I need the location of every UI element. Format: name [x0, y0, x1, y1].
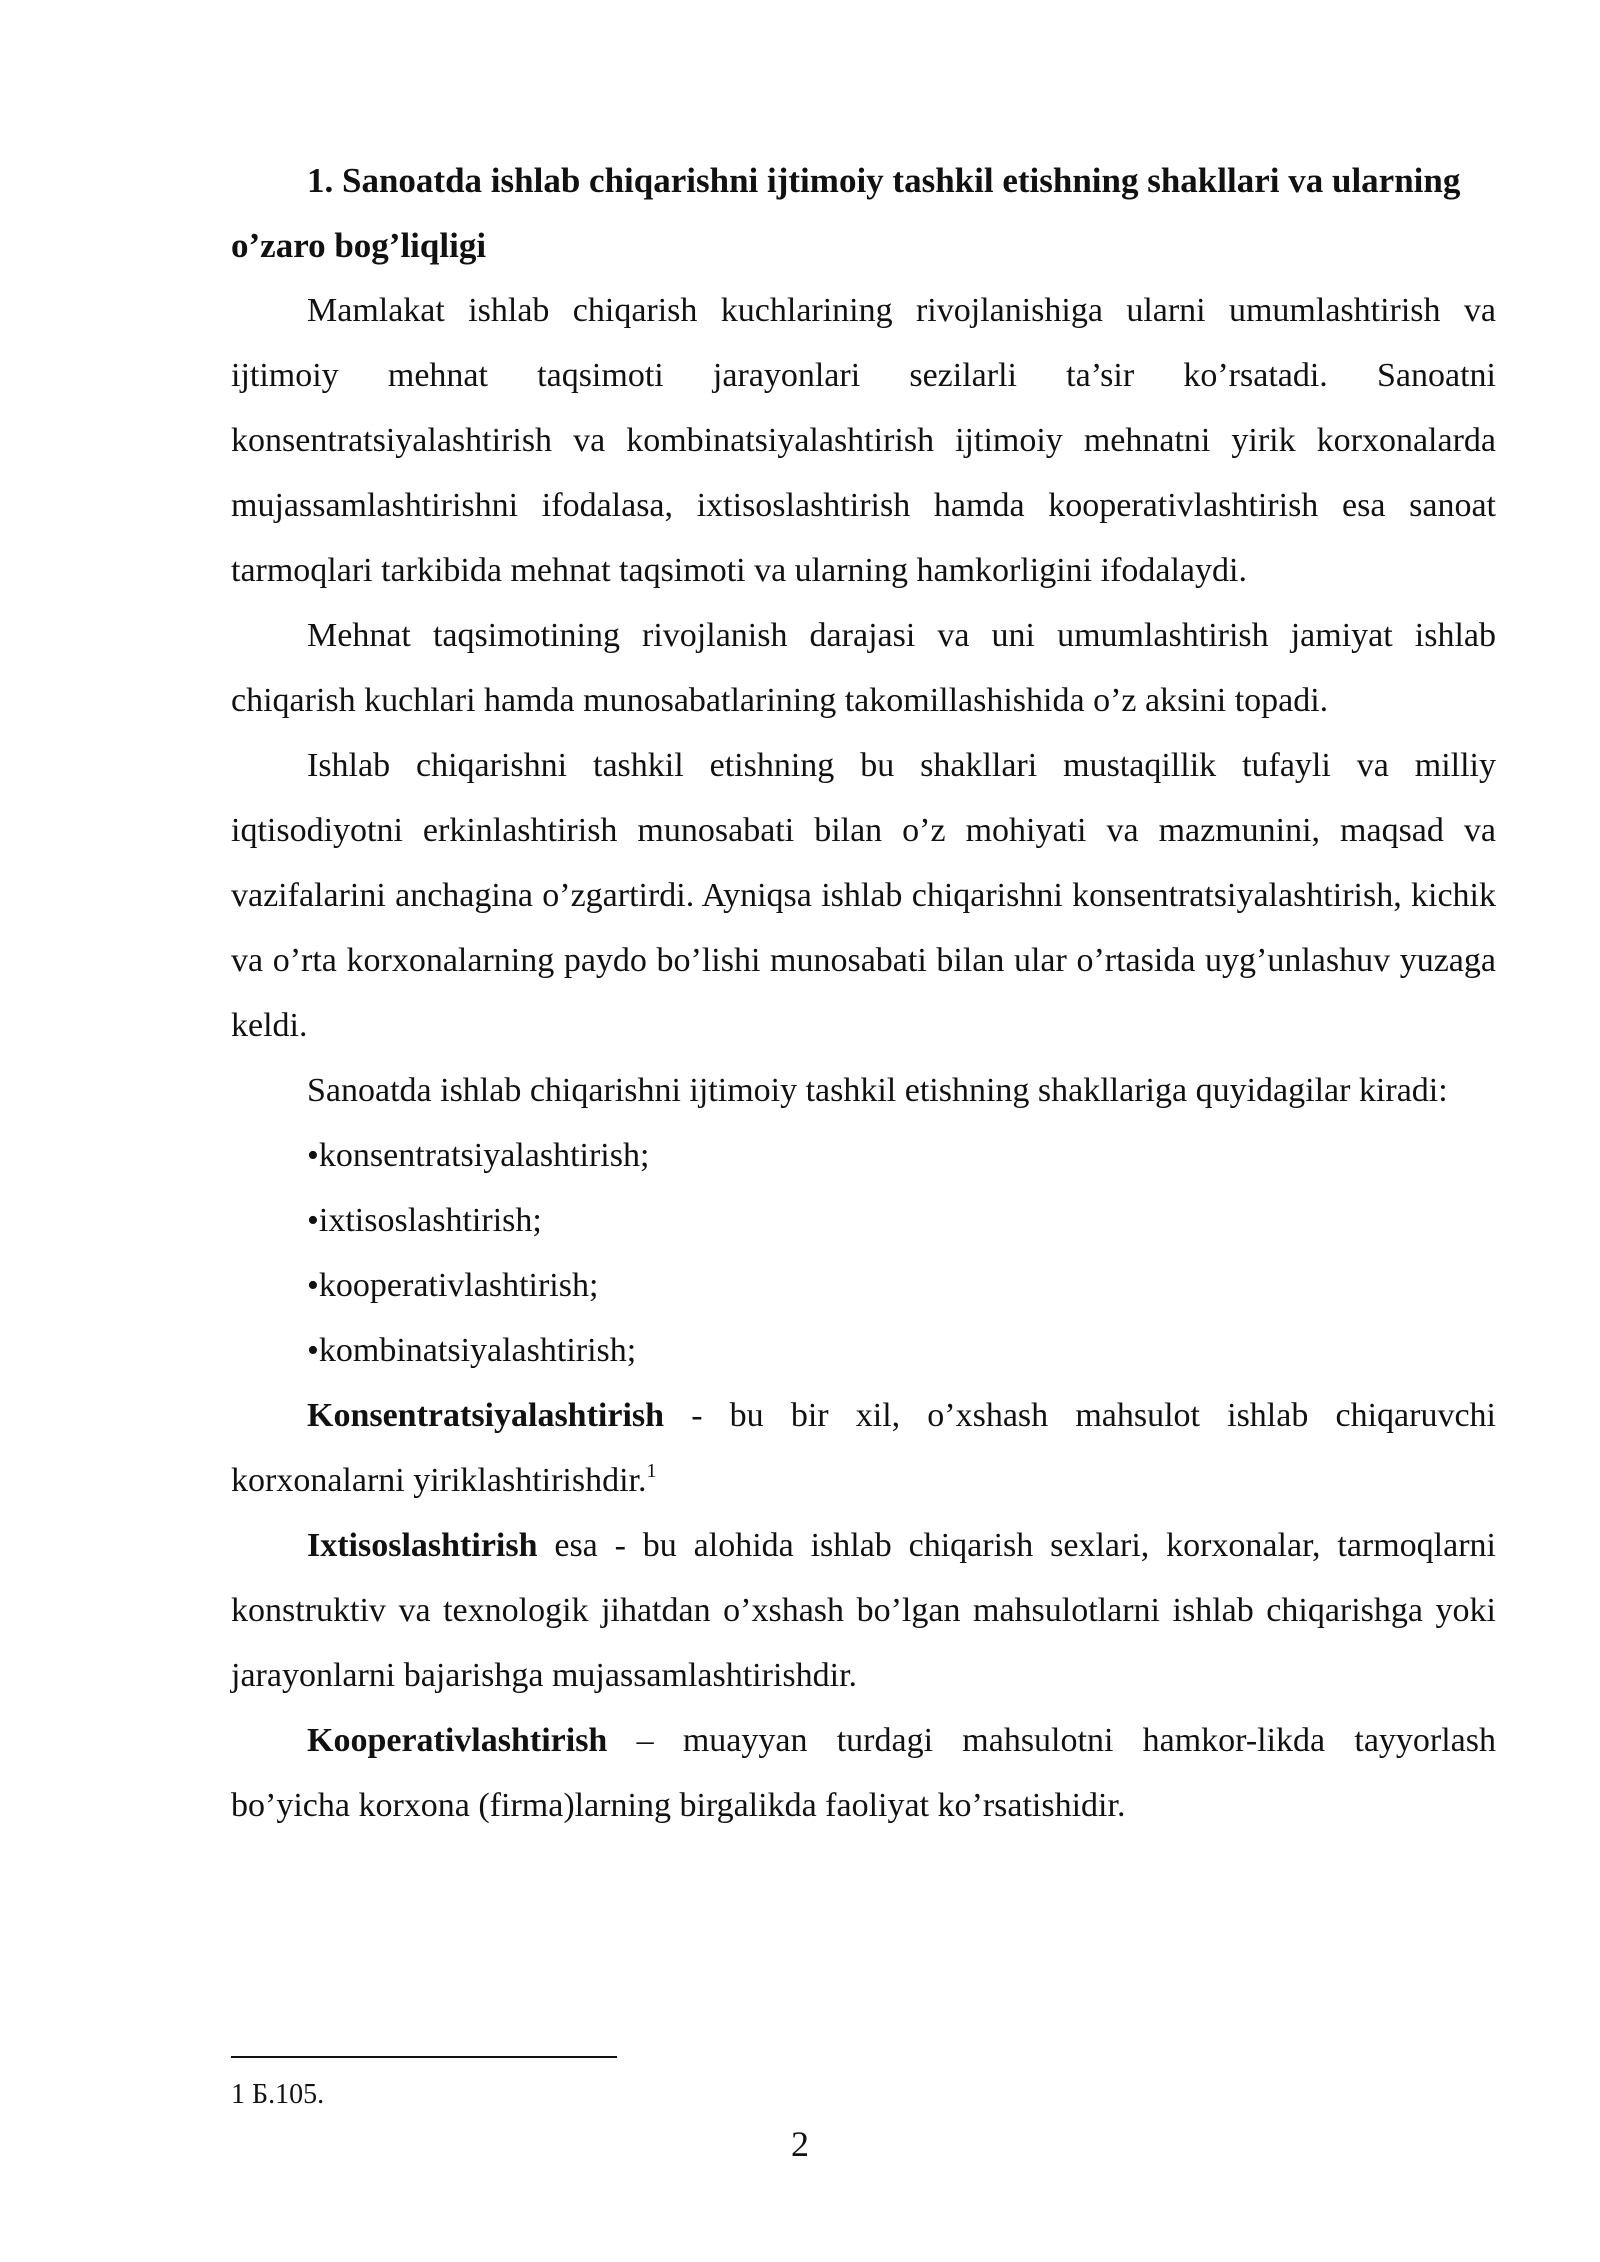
paragraph: Ishlab chiqarishni tashkil etishning bu shakllari mustaqillik tufayli va milliy iqtisodiyotni erkinlashtirish munosabati bilan o’z mohiyati va mazmunini, maqsad va vazifalarini anchagina o’zgartirdi. Ayniqsa ishlab chiqarishni konsentratsiyalashtirish, kichik va o’rta korxonalarning paydo bo’lishi munosabati bilan ular o’rtasida uyg’unlashuv yuzaga keldi. [231, 747, 1496, 1044]
definition-paragraph [231, 1383, 1496, 1513]
footnote: 1 Б.105. [231, 2079, 325, 2110]
page-number: 2 [791, 2124, 809, 2164]
definition-term: Kooperativlashtirish [307, 1722, 608, 1759]
bullet-item: •ixtisoslashtirish; [307, 1202, 542, 1239]
definition-text: - bu bir xil, o’xshash mahsulot ishlab chiqaruvchi korxonalarni yiriklashtirishdir. [231, 1397, 1496, 1499]
page-body [231, 148, 1496, 1838]
paragraph: Mamlakat ishlab chiqarish kuchlarining rivojlanishiga ularni umumlashtirish va ijtimoiy mehnat taqsimoti jarayonlari sezilarli ta’sir ko’rsatadi. Sanoatni konsentratsiyalashtirish va kombinatsiyalashtirish ijtimoiy mehnatni yirik korxonalarda mujassamlashtirishni ifodalasa, ixtisoslashtirish hamda kooperativlashtirish esa sanoat tarmoqlari tarkibida mehnat taqsimoti va ularning hamkorligini ifodalaydi. [231, 292, 1496, 589]
footnote-reference[interactable]: 1 [646, 1460, 657, 1482]
bullet-item: •konsentratsiyalashtirish; [307, 1137, 650, 1174]
definition-text: – muayyan turdagi mahsulotni hamkor-likda tayyorlash bo’yicha korxona (firma)larning birgalikda faoliyat ko’rsatishidir. [231, 1722, 1496, 1824]
definition-paragraph [231, 1708, 1496, 1838]
paragraph: Sanoatda ishlab chiqarishni ijtimoiy tashkil etishning shakllariga quyidagilar kiradi: [307, 1072, 1448, 1109]
bullet-item: •kombinatsiyalashtirish; [307, 1332, 637, 1369]
definition-paragraph [231, 1513, 1496, 1708]
bullet-item: •kooperativlashtirish; [307, 1267, 599, 1304]
paragraph: Mehnat taqsimotining rivojlanish darajasi va uni umumlashtirish jamiyat ishlab chiqarish kuchlari hamda munosabatlarining takomillashishida o’z aksini topadi. [231, 617, 1496, 719]
bullet-list [231, 1123, 1496, 1383]
definition-text: esa - bu alohida ishlab chiqarish sexlari, korxonalar, tarmoqlarni konstruktiv va texnologik jihatdan o’xshash bo’lgan mahsulotlarni ishlab chiqarishga yoki jarayonlarni bajarishga mujassamlashtirishdir. [231, 1527, 1496, 1694]
footnote-separator [231, 2056, 617, 2058]
section-heading: 1. Sanoatda ishlab chiqarishni ijtimoiy tashkil etishning shakllari va ularning o’zaro bog’liqligi [231, 161, 1461, 265]
definition-term: Konsentratsiyalashtirish [307, 1397, 665, 1434]
definition-term: Ixtisoslashtirish [307, 1527, 538, 1564]
